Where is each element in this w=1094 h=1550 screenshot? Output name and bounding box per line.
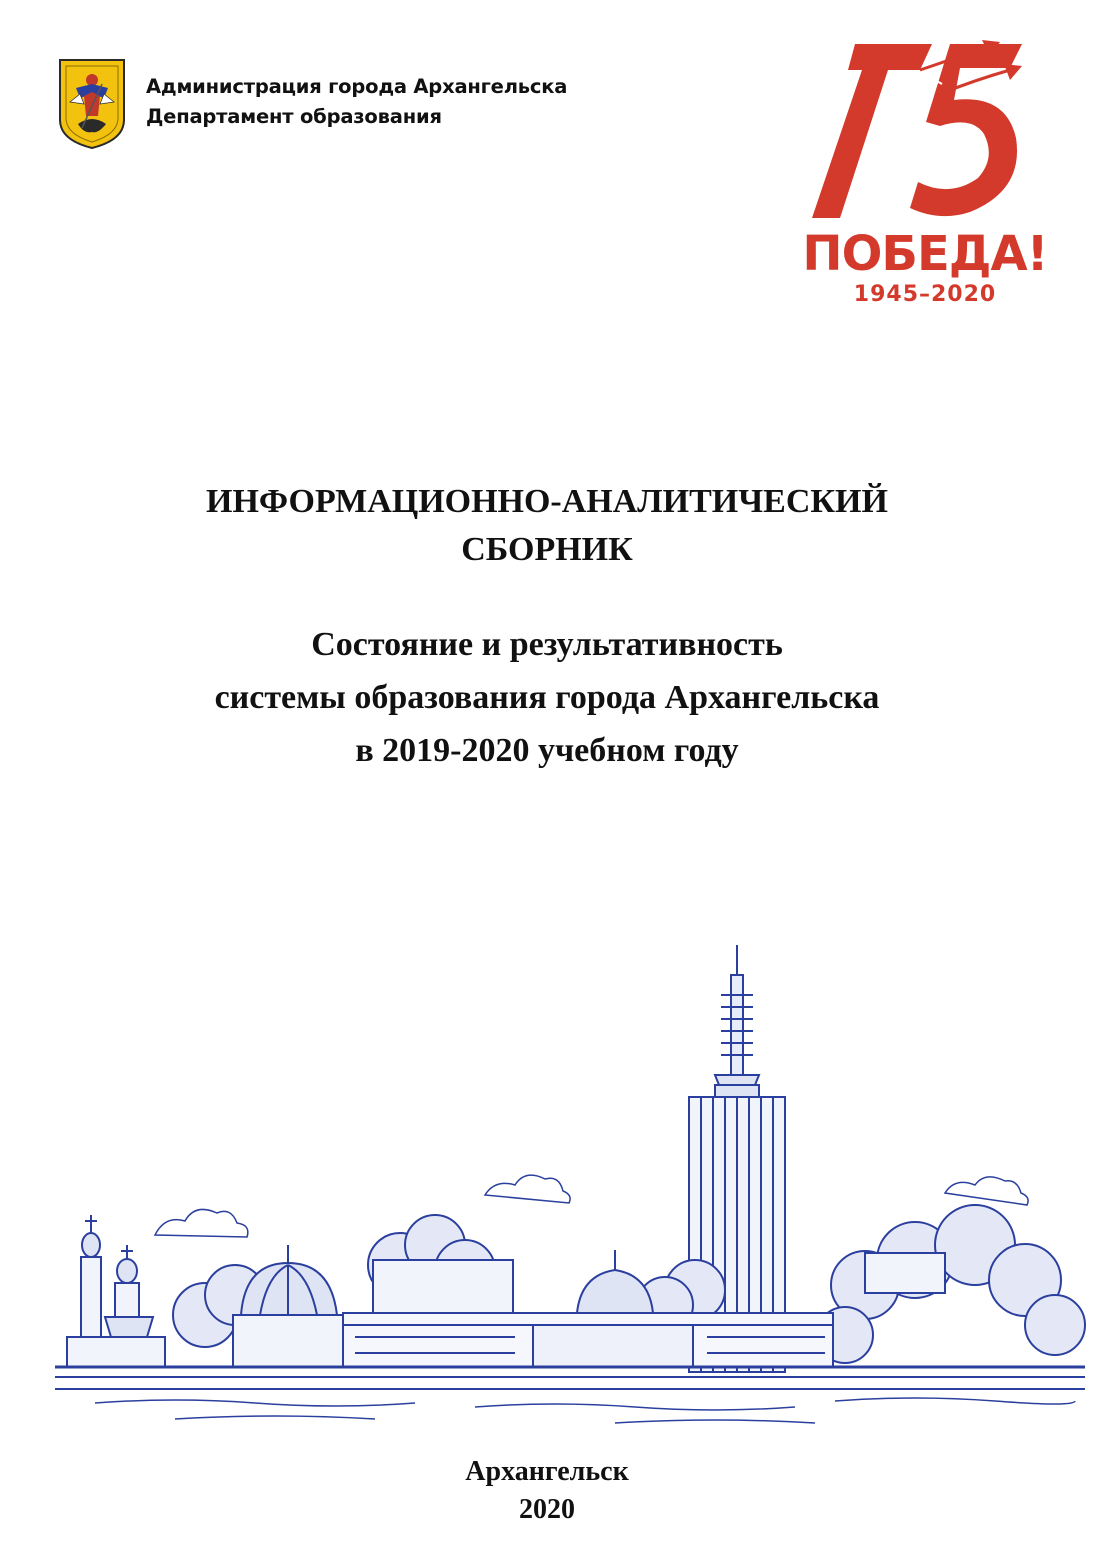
arkhangelsk-skyline-illustration <box>55 945 1094 1440</box>
church-icon <box>67 1215 165 1367</box>
subtitle-line: Состояние и результативность <box>311 626 783 663</box>
title-line: ИНФОРМАЦИОННО-АНАЛИТИЧЕСКИЙ <box>206 483 888 520</box>
document-title <box>0 478 1094 574</box>
victory-75-emblem-icon <box>800 30 1050 230</box>
domed-building-icon <box>233 1245 343 1367</box>
victory-75-logo <box>800 30 1050 320</box>
document-title-block <box>0 478 1094 777</box>
footer <box>0 1453 1094 1529</box>
org-name: Администрация города Архангельска <box>146 75 568 98</box>
publication-city: Архангельск <box>465 1456 629 1487</box>
arkhangelsk-coat-of-arms-icon <box>58 58 126 150</box>
river-waves-icon <box>95 1398 1075 1423</box>
department-name: Департамент образования <box>146 105 442 128</box>
embankment-icon <box>55 1367 1085 1389</box>
victory-word: ПОБЕДА! <box>802 226 1048 282</box>
title-line: СБОРНИК <box>461 531 633 568</box>
victory-years: 1945–2020 <box>853 282 997 307</box>
header <box>58 58 618 158</box>
subtitle-line: в 2019-2020 учебном году <box>355 732 739 769</box>
subtitle-line: системы образования города Архангельска <box>214 679 880 716</box>
tv-tower-icon <box>715 945 759 1085</box>
document-subtitle <box>0 618 1094 777</box>
publication-year: 2020 <box>519 1494 575 1525</box>
